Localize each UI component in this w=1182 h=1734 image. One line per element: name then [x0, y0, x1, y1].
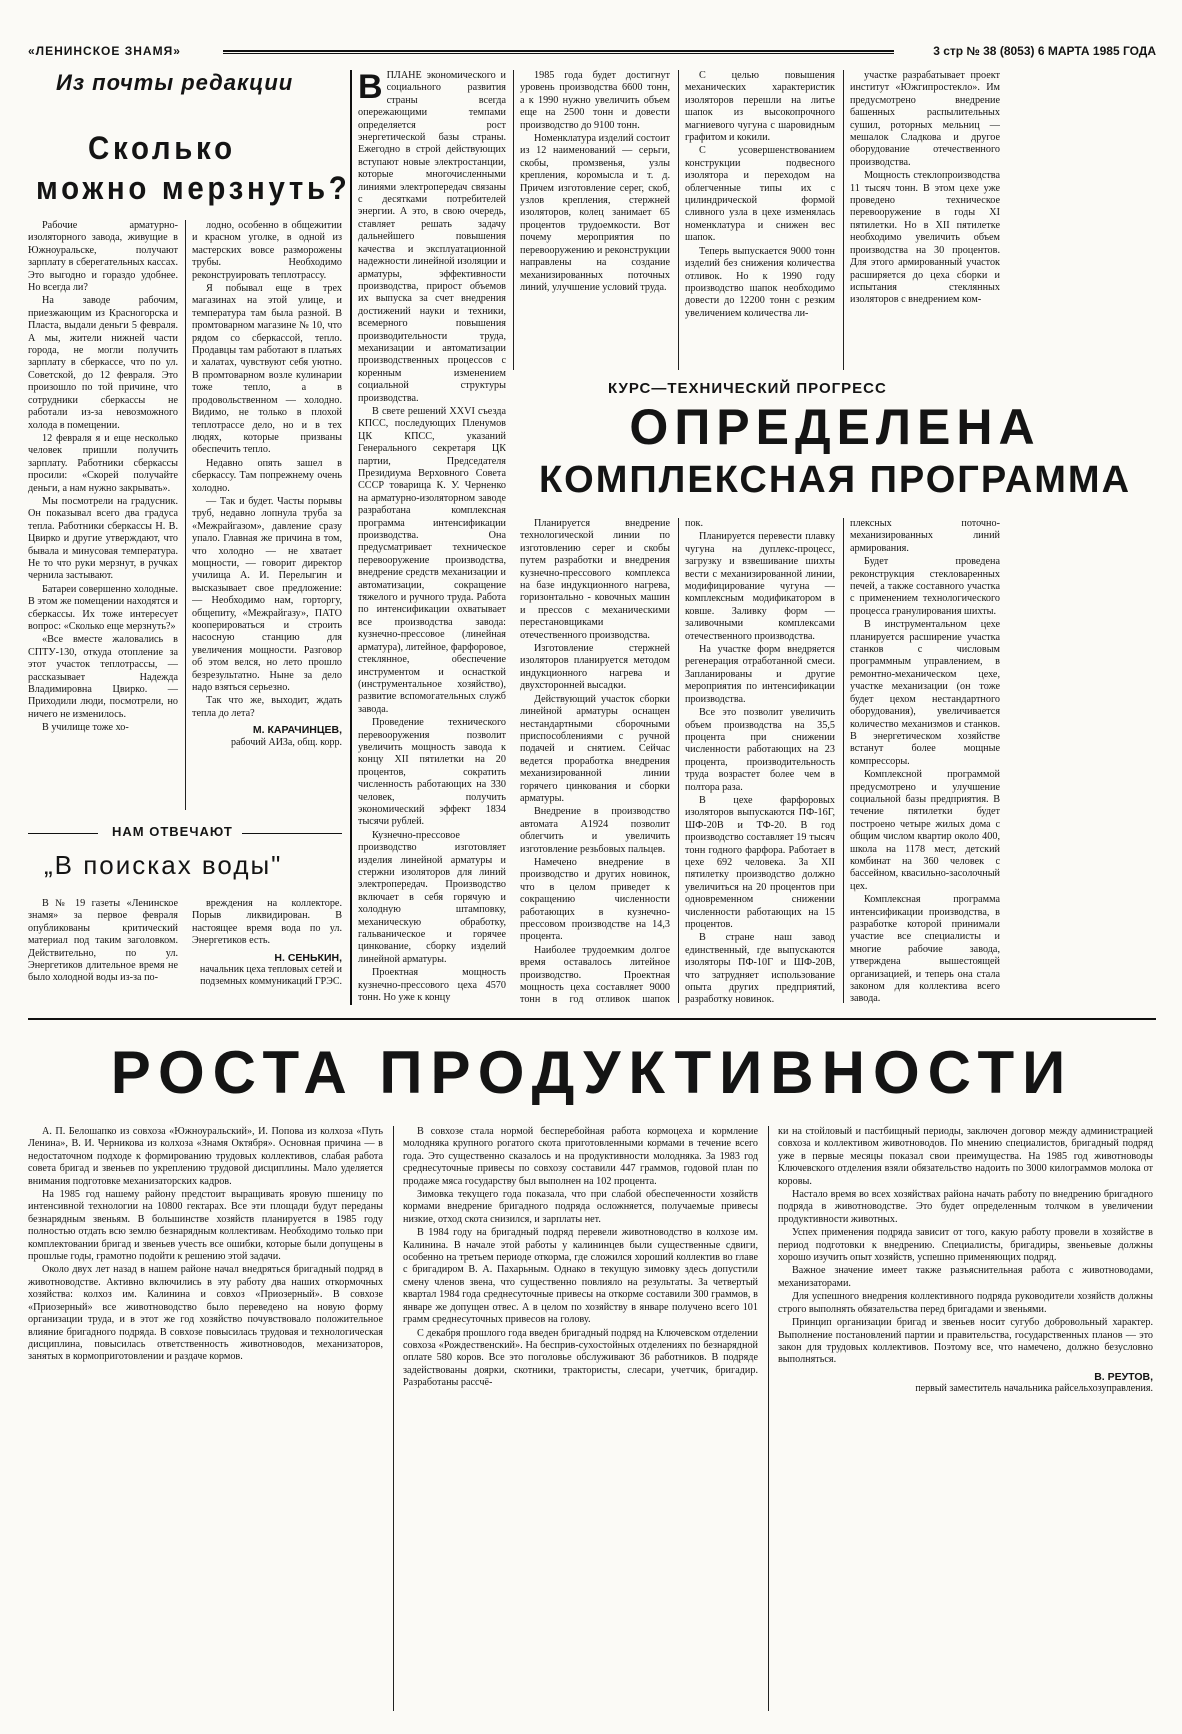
progress-kicker: КУРС—ТЕХНИЧЕСКИЙ ПРОГРЕСС — [608, 380, 887, 397]
paragraph: Комплексной программой предусмотрено и улучшение социальной базы предприятия. В течение пятилетки будет построено четыре жилых дома с общим числом квартир около 400, школа на 1178 мест, детский комбинат на 360 человек с бассейном, квасильно-засолочный цех. — [850, 769, 1000, 892]
paragraph: Мощность стеклопроизводства 11 тысяч тонн. В этом цехе уже проведено техническое перевооружение в годы XI пятилетки. Но в XII пятилетке необходимо увеличить объем производства на 30 процентов. Для этого армированный участок расширяется до цеха сборки и испытания стеклянных изоляторов с внедрением ком- — [850, 170, 1000, 306]
reply-column-1 — [28, 898, 178, 1008]
mail-rubric: Из почты редакции — [56, 70, 294, 95]
progress-headline-line1: ОПРЕДЕЛЕНА — [629, 399, 1041, 455]
growth-column-3 — [778, 1126, 1153, 1716]
paragraph: А. П. Белошапко из совхоза «Южноуральский», И. Попова из колхоза «Путь Ленина», В. И. Черникова из колхоза «Знамя Октября». Основная причина — в недостаточном подходе к формированию трудовых коллективов, слабая работа совета бригад и звеньев по укреплению трудовой дисциплины. Мало уделяется внимания подготовке механизаторских кадров. — [28, 1126, 383, 1187]
paragraph: Так что же, выходит, ждать тепла до лета? — [192, 695, 342, 719]
paragraph: В № 19 газеты «Ленинское знамя» за первое февраля опубликованы критический материал под таким заголовком. Действительно, по ул. Энергетиков длительное время не было холодной воды из-за по- — [28, 898, 178, 984]
paragraph: С целью повышения механических характеристик изоляторов перешли на литье шапок из высокопрочного магниевого чугуна с шаровидным графитом и кокили. — [685, 70, 835, 144]
column-divider — [513, 70, 514, 370]
paragraph: Номенклатура изделий состоит из 12 наименований — серьги, скобы, промзвенья, узлы крепления, коромысла и т. д. Причем изготовление серег, скоб, узлов крепления, стержней изоляторов, колец занимает 65 процентов трудоемкости. Вот почему мероприятия по перевооружению и реконструкции направлены на создание механизированных поточных линий, улучшение условий труда. — [520, 133, 670, 293]
reply-column-2 — [192, 898, 342, 1028]
plan-column-2 — [520, 70, 670, 370]
column-divider — [678, 70, 679, 370]
paragraph: ки на стойловый и пастбищный периоды, заключен договор между администрацией совхоза и коллективом животноводов. По мнению специалистов, бригадный подряд уже в первые месяцы показал свои преимущества. На 1985 год животноводы Ключевского отделения взяли обязательство надоить по 3000 килограммов молока от коровы. — [778, 1126, 1153, 1187]
paragraph: Успех применения подряда зависит от того, какую работу провели в хозяйстве в период подготовки к внедрению. Специалисты, бригадиры, звеньевые должны хорошо изучить опыт хозяйств, успешно применяющих подряд. — [778, 1227, 1153, 1264]
paragraph: лодно, особенно в общежитии и красном уголке, в одной из мастерских вовсе разморожены трубы. Необходимо реконструировать теплотрассу. — [192, 220, 342, 281]
section-separator — [28, 1018, 1156, 1020]
paragraph: Недавно опять зашел в сберкассу. Там попрежнему очень холодно. — [192, 457, 342, 494]
paragraph: Важное значение имеет также разъяснительная работа с животноводами, механизаторами. — [778, 1265, 1153, 1289]
paragraph: Теперь выпускается 9000 тонн изделий без снижения количества отливок. Но к 1990 году производство шапок необходимо довести до 12200 тонн с резким увеличением количества ли- — [685, 245, 835, 319]
mail-headline-line2: можно мерзнуть? — [36, 170, 351, 206]
paragraph: С декабря прошлого года введен бригадный подряд на Ключевском отделении совхоза «Рождественский». На бесприв-сухостойных отделениях по безнарядной оплате 580 коров. Все это поголовье обслуживают 36 работников. В подряде задействованы доярки, скотники, трактористы, слесари, учетчик, бригадир. Разработаны рассчё- — [403, 1327, 758, 1389]
paragraph: 12 февраля я и еще несколько человек пришли получить зарплату. Работники сберкассы просили: «Скорей получайте деньги, а нам нужно закрывать». — [28, 432, 178, 494]
progress-headline-line2: КОМПЛЕКСНАЯ ПРОГРАММА — [538, 459, 1132, 501]
paragraph: В ПЛАНЕ экономического и социального развития страны всегда опережающими темпами определяется рост энергетической базы страны. Ежегодно в строй действующих вступают новые электростанции, которые многочисленными линиями электропередач связаны с десятками потребителей энергии. А это, в свою очередь, ставляет решать задачу дальнейшего повышения качества и эксплуатационной надежности линейной изоляции и арматуры, эффективности производства, прирост объемов их выпуска за счет внедрения достижений науки и техники, всемерного повышения производительности труда, механизации и автоматизации производственных процессов с коренным изменением социальной структуры производства. — [358, 70, 506, 404]
paragraph: плексных поточно-механизированных линий армирования. — [850, 518, 1000, 554]
paragraph: На 1985 год нашему району предстоит выращивать яровую пшеницу по интенсивной технологии на 10800 гектарах. Все эти площади будут переданы безнарядным звеньям. В большинстве хозяйств планируется в 1985 году полностью отдать всю землю безнарядным коллективам. Необходимо только при комплектовании бригад и звеньев учесть все ошибки, которые были допущены в прошлые годы, грамотно подойти к решению этой задачи. — [28, 1189, 383, 1263]
paragraph: Для успешного внедрения коллективного подряда руководители хозяйств должны строго выполнять обязательства перед бригадами и звеньями. — [778, 1291, 1153, 1315]
progress-column-3 — [850, 518, 1000, 1008]
paragraph: Проектная мощность кузнечно-прессового цеха 4570 тонн. Но уже к концу — [358, 967, 506, 1004]
column-divider — [768, 1126, 769, 1711]
mail-signature: М. КАРАЧИНЦЕВ, — [252, 724, 342, 737]
paragraph: «Все вместе жаловались в СПТУ-130, откуда отопление за этот участок теплотрассы, — рассказывает Надежда Владимировна Цвирко. — Приходили люди, посмотрели, но ничего не изменилось. — [28, 634, 178, 720]
plan-column-1 — [358, 70, 506, 1005]
issue-info: 3 стр № 38 (8053) 6 МАРТА 1985 ГОДА — [933, 44, 1156, 58]
reply-headline: „В поисках воды" — [44, 850, 283, 880]
plan-column-4 — [850, 70, 1000, 370]
growth-column-2 — [403, 1126, 758, 1716]
paragraph: Наиболее трудоемким долгое время оставалось литейное производство. Проектная мощность цеха составляет 9000 тонн в год отливок шапок — [520, 944, 670, 1006]
paragraph: Намечено внедрение в производство и других новинок, что в целом приведет к сокращению численности работающих в кузнечно-прессовом производстве на 14,3 процента. — [520, 856, 670, 943]
growth-signature-role: первый заместитель начальника райсельхозуправления. — [915, 1383, 1153, 1395]
column-divider — [185, 220, 186, 810]
paragraph: Зимовка текущего года показала, что при слабой обеспеченности хозяйств кормами внедрение бригадного подряда осложняется, получаемые привесы низкие, отход скота снизился, и зарплаты нет. — [403, 1189, 758, 1225]
column-divider — [393, 1126, 394, 1711]
paragraph: В 1984 году на бригадный подряд перевели животноводство в колхозе им. Калинина. В начале этой работы у калининцев были существенные сдвиги, особенно на третьем периоде откорма, где сложился хороший коллектив во главе с бригадиром В. А. Пахарьным. Однако в текущую зимовку здесь допустили смену членов звена, что существенно повлияло на результаты. За четвертый квартал 1984 года среднесуточные привесы на откорме составили 300 граммов, в январе же допущен отвес. А в целом по хозяйству в январе получено всего 101 грамм среднесуточных привесов на голову. — [403, 1227, 758, 1326]
paragraph: Принцип организации бригад и звеньев носит сугубо добровольный характер. Выполнение постановлений партии и правительства, государственных планов — это закон для трудовых коллективов. Поэтому все, что намечено, должно безусловно выполняться. — [778, 1317, 1153, 1366]
paragraph: Настало время во всех хозяйствах района начать работу по внедрению бригадного подряда в животноводстве. Это будет определенным толчком в увеличении продуктивности животных. — [778, 1189, 1153, 1225]
paragraph: Кузнечно-прессовое производство изготовляет изделия линейной арматуры и стержни изоляторов для линий электропередач. Производство включает в себя горячую и холодную штамповку, механическую обработку, гальваническое и горячее цинкование, сборку изделий линейной арматуры. — [358, 829, 506, 965]
paragraph: вреждения на коллекторе. Порыв ликвидирован. В настоящее время вода по ул. Энергетиков есть. — [192, 898, 342, 947]
paper-name: «ЛЕНИНСКОЕ ЗНАМЯ» — [28, 44, 181, 58]
paragraph: В свете решений XXVI съезда КПСС, последующих Пленумов ЦК КПСС, указаний Генерального секретаря ЦК партии, Председателя Президиума Верховного Совета СССР товарища К. У. Черненко на арматурно-изоляторном заводе разработана комплексная программа интенсификации производства. Она предусматривает техническое перевооружение производства, внедрение средств механизации и автоматизации, сокращение тяжелого и ручного труда. Работа по интенсификации охватывает все производства завода: кузнечно-прессовое (линейная арматура), литейное, фарфоровое, стеклянное, обеспечение инструментом и оснасткой (инструментальное хозяйство), развитие вспомогательных служб завода. — [358, 405, 506, 715]
growth-column-1 — [28, 1126, 383, 1716]
paragraph: На заводе рабочим, приезжающим из Красногорска и Пласта, выдали деньги 5 февраля. А мы, жители нижней части города, не могли получить зарплату в сберкассе, что по ул. Советской, до 12 февраля. Это произошло по той причине, что сотрудники сберкассы не работали из-за невозможного холода в помещении. — [28, 295, 178, 431]
paragraph: В совхозе стала нормой бесперебойная работа кормоцеха и кормление молодняка крупного рогатого скота приготовленными кормами в течение всего года. Это существенно сказалось и на продуктивности молодняка. За 1983 год среднесуточные привесы по совхозу составили 447 граммов, годовой план по продаже мяса государству был выполнен на 102 процента. — [403, 1126, 758, 1187]
paragraph: — Так и будет. Часты порывы труб, недавно лопнула труба за «Межрайгазом», давление сразу упало. Главная же причина в том, что холодно — не хватает мощности, — говорит директор училища А. И. Перелыгин и высказывает свое предложение: — Необходимо нам, горторгу, общепиту, «Межрайгазу», ПАТО кооперироваться и строить насосную станцию для увеличения мощности. Разговор об этом велся, но лето прошло безрезультатно. Ныне за дело надо взяться серьезно. — [192, 495, 342, 694]
paragraph: Комплексная программа интенсификации производства, в разработке которой принимали участие все специалисты и многие рабочие завода, утверждена вышестоящей организацией, и теперь она стала законом для коллектива всего завода. — [850, 894, 1000, 1005]
newspaper-page — [28, 40, 1156, 1720]
paragraph: Планируется перевести плавку чугуна на дуплекс-процесс, загрузку и взвешивание шихты вести с механизированной линии, модифицирование чугуна — комплексным модификатором в ковше. Заливку форм — заливочными комплексами отечественного производства. — [685, 531, 835, 642]
paragraph: участке разрабатывает проект институт «Южгипростекло». Им предусмотрено внедрение башенных распылительных сушил, роторных мельниц — мешалок Сладкова и другое оборудование отечественного производства. — [850, 70, 1000, 168]
paragraph: В стране наш завод единственный, где выпускаются изоляторы ПФ-10Г и ШФ-20В, что затрудняет использование опыта других предприятий, разработку новинок. — [685, 932, 835, 1006]
paragraph: Мы посмотрели на градусник. Он показывал всего два градуса тепла. Работники сберкассы Н. В. Цвирко и другие утверждают, что бывала и минусовая температура. Не то что руки мерзнут, в ручках чернила застывают. — [28, 495, 178, 582]
masthead — [28, 40, 1156, 62]
reply-rubric: НАМ ОТВЕЧАЮТ — [112, 824, 233, 839]
growth-headline: РОСТА ПРОДУКТИВНОСТИ — [110, 1039, 1074, 1106]
paragraph: Действующий участок сборки линейной арматуры оснащен нестандартными сборочными приспособлениями с ручной подачей и снятием. Сейчас ведется проработка внедрения механизированной линии горячего цинкования и сборки арматуры. — [520, 693, 670, 804]
paragraph: Все это позволит увеличить объем производства на 35,5 процента при снижении численности работающих на 23 процента, производительность труда возрастет более чем в полтора раза. — [685, 707, 835, 793]
paragraph: В цехе фарфоровых изоляторов выпускаются ПФ-16Г, ШФ-20В и ТФ-20. В год производство составляет 19 тысяч тонн годного фарфора. Работает в цехе 692 человека. За XII пятилетку производство должно увеличиться на 20 процентов при одновременном снижении численности работающих на 15 процентов. — [685, 794, 835, 930]
reply-rule-left — [28, 833, 98, 834]
paragraph: 1985 года будет достигнут уровень производства 6600 тонн, а к 1990 нужно увеличить объем еще на 2500 тонн и довести производство до 9100 тонн. — [520, 70, 670, 131]
paragraph: Я побывал еще в трех магазинах на этой улице, и температура там была разной. В промтоварном магазине № 10, что рядом со сберкассой, тепло. Продавцы там работают в платьях и халатах, чувствуют себя уютно. В промтоварном возле кулинарии тоже тепло, а в продовольственном — холодно. Видимо, не только в плохой теплотрассе дело, но и в тех людях, которые призваны обеспечить тепло. — [192, 283, 342, 456]
paragraph: С усовершенствованием конструкции подвесного изолятора и переходом на облегченные типы их с цилиндрической формой сливного узла в цехе изменялась номенклатура и снижен вес шапок. — [685, 145, 835, 244]
paragraph: Внедрение в производство автомата А1924 позволит облегчить и увеличить изготовление резьбовых пальцев. — [520, 806, 670, 855]
paragraph: На участке форм внедряется регенерация отработанной смеси. Запланированы и другие мероприятия по интенсификации производства. — [685, 644, 835, 705]
growth-signature: В. РЕУТОВ, — [1094, 1370, 1153, 1383]
paragraph: Проведение технического перевооружения позволит увеличить мощность завода к концу XII пятилетки на 20 процентов, сократить численность работающих на 330 человек, получить экономический эффект 1834 тысячи рублей. — [358, 717, 506, 828]
paragraph: Батареи совершенно холодные. В этом же помещении находятся и сберкассы. Их тоже интересует вопрос: «Сколько еще мерзнуть?» — [28, 583, 178, 632]
paragraph: пок. — [685, 518, 704, 529]
progress-column-2 — [685, 518, 835, 1008]
column-divider — [678, 518, 679, 1003]
paragraph: Будет проведена реконструкция стекловаренных печей, а также составного участка с применением технологического процесса гранулирования шихты. — [850, 556, 1000, 617]
reply-rule-right — [242, 833, 342, 834]
paragraph: Планируется внедрение технологической линии по изготовлению серег и скобы путем разработки и внедрения кузнечно-прессового комплекса на базе индукционного нагрева, горизонтально - ковочных машин и прессов с механическими перестановщиками отечественного производства. — [520, 518, 670, 641]
section-divider — [350, 70, 352, 1005]
column-divider — [843, 70, 844, 370]
masthead-rule — [223, 50, 894, 54]
mail-headline-line1: Сколько — [88, 130, 236, 166]
paragraph: В училище тоже хо- — [42, 722, 129, 734]
mail-column-1 — [28, 220, 178, 815]
dropcap: В — [358, 70, 383, 106]
paragraph: Около двух лет назад в нашем районе начал внедряться бригадный подряд в животноводстве. Активно включились в эту работу два наших откормочных хозяйства: колхоз им. Калинина и совхоз «Приозерный». В совхозе «Приозерный» все животноводство было переведено на новую форму организации труда, и в этот же год хозяйство почувствовало положительное влияние бригадного подряда. В совхозе повысилась трудовая и технологическая дисциплина, повысилась ответственность животноводов, механизаторов, занятых в кормоприготовлении и раздаче кормов. — [28, 1264, 383, 1363]
column-divider — [843, 518, 844, 1003]
progress-column-1 — [520, 518, 670, 1008]
paragraph: В инструментальном цехе планируется расширение участка станков с числовым программным управлением, в ремонтно-механическом цехе, участке механизации (он тоже будет цехом нестандартного оборудования), увеличивается количество механизмов и станков. В энергетическом хозяйстве встанут более мощные компрессоры. — [850, 619, 1000, 767]
paragraph: Рабочие арматурно-изоляторного завода, живущие в Южноуральске, получают зарплату в сберегательных кассах. Это выгодно и гораздо удобнее. Но всегда ли? — [28, 220, 178, 294]
mail-signature-role: рабочий АИЗа, общ. корр. — [230, 736, 342, 748]
paragraph: Изготовление стержней изоляторов планируется методом индукционного нагрева и двухсторонней высадки. — [520, 643, 670, 692]
mail-column-2 — [192, 220, 342, 815]
plan-column-3 — [685, 70, 835, 370]
reply-signature: Н. СЕНЬКИН, — [274, 951, 342, 964]
reply-signature-role: начальник цеха тепловых сетей и подземных коммуникаций ГРЭС. — [199, 964, 342, 988]
